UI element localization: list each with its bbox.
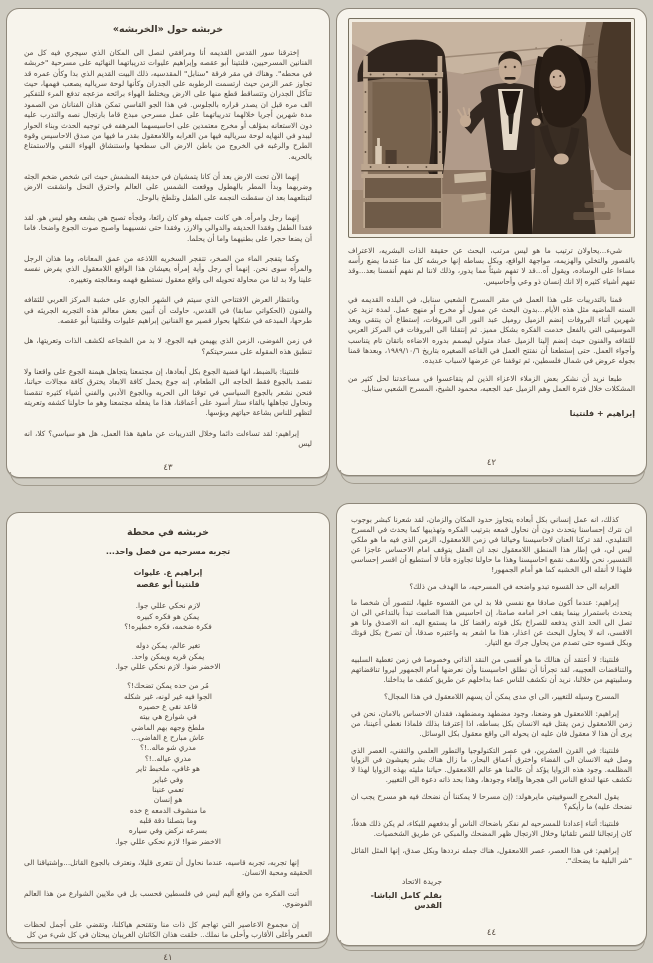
page-number: ٤٤ [486,928,497,938]
play-title: خربشه في محطة [127,527,209,538]
paragraph: الغرابه الى حد القسوه تبدو واضحه في المسرحيه، ما الهدف من ذلك؟ [409,581,619,591]
article-body [348,246,635,403]
page-44 [336,503,647,946]
interview-answer: إبراهيم: لقد تساءلت دائما وخلال التدريبات عن ماهية هذا العمل، هل هو سياسي؟ كلا، انه ليس [24,428,312,449]
poem-line: مدري شو ماله..!؟ [140,743,196,753]
paragraph: فلنتينا: أثناء إعدادنا للمسرحيه لم نفكر باضحاك الناس أو بدفعهم للبكاء، لم يكن ذلك هدفاً، كان إرتجالنا للنص تلقائيا وخلال الارتجال ظهر المضحك والمبكي عن طريق الشخصيات. [351,819,632,838]
stage-photo [348,18,635,238]
paragraph: أتت الفكره من واقع أليم ليس في فلسطين فحسب بل في ملايين الشوارع من هذا العالم الفوضوي. [24,888,312,909]
page-number: ٤١ [163,953,173,963]
paragraph: فلنتينا: لا أعتقد أن هنالك ما هو أقسى من النقد الذاتي وخصوصا في زمن تغطية السلبيه والتناقضات العجيبه، لقد تجرأنا أن نطلق احاسيسنا وأن نعرضها أمام الجمهور ليروا تناقضاتهم وسلبيتهم من خلالنا، نريد أن نكشف للناس عما بداخلهم عن طريق كشف ما بداخلنا. [351,655,632,684]
byline: بقلم كامل الباشا-القدس [370,889,442,910]
poem-line: ملطخ وجهه بهم الماضي [131,722,205,732]
page-42 [336,8,647,476]
poem-line: وما بتصلنا دقة قلبه [139,815,197,825]
paragraph: قمنا بالتدريبات على هذا العمل في مقر المسرح الشعبي سنابل، في البلده القديمه في السنه الماضيه مثل هذه الأيام...بدون البحث عن ممول أو مخرج أو منهج عمل. لمدة تزيد عن شهرين أثناء البروفات إنضم الزميل روميل عبد النور الى البروفات، إستطاع أن ينتقي ويعد الموسيقى التي بالفعل خدمت الفكره بشكل مميز. ثم إنتقلنا الى البروفات في المركز العربي للثقافه والفنون حيث إنضم إلينا الزميل عماد متولي ليصمم بدوره الاضاءه باتقان تام يتناسب وأجواء العمل. حتى إستطعنا أن نفتتح العمل في القاعه الصغيره بتاريخ ١٩٨٩/١٠/٦، وبعدها قمنا بجوله عروض في شمال فلسطين، ثم توقفنا عن عرضها لاسباب عديده. [348,294,635,366]
signature: إبراهيم + فلنتينا [569,408,635,418]
poem-line: لازم نحكي عللي جوا. [135,601,201,611]
newspaper-name: جريدة الاتحاد [401,876,442,886]
page-curl [10,472,328,486]
poem-stanza-1 [24,601,312,632]
page-curl [340,940,645,951]
poem-line: الاخضر ضوا. لازم نحكي عللي جوا. [115,661,221,671]
paragraph: شيء...يحاولان ترتيب ما هو ليس مرتب، البحث عن حقيقة الذات البشريه، الاعتراف بالقصور والتخلي والهزيمه، مواجهة الواقع، وبكل بساطه إنها خربشه كل منا عندما يضع رأسه مساءا على الوساده، ويقول آه...قد لا تفهم شيئاً مما يدور، وذلك لاننا لم نفهم أنفسنا بعد...وقد تفهم أشياء كثيره إلا انك إنسان ذو وعي وأحاسيس. [348,246,635,286]
page-43 [6,8,330,478]
poem-line: تغير عالم، يمكن دوله [135,641,201,651]
author-name: إبراهيم ع. عليوات [133,568,203,577]
poem-line: مُر من حده يمكن تضحك!؟ [127,681,209,691]
page-number: ٤٢ [486,458,497,468]
play-subtitle: تجربه مسرحيه من فصل واحد... [105,547,231,556]
paragraph: إنهما رجل وامرأه. هي كانت جميله وهو كان رائعا، وفجأه تصبح هي بشعه وهو ليس هو. لقد فقدا الطفل وفقدا الحديقه والدوالي والارز، وفقدا حتى نفسيهما واصبح صوت الجوع واضحا. فاما أن يضعا حجرا على بطنيهما واما أن يحلما. [24,213,312,243]
attribution-block [351,877,442,910]
poem-line: عاش مبارح ع الفاضي... [131,733,205,743]
poem-line: هو إنسان [153,795,183,805]
paragraph: يقول المخرج السوفييتي مايرهولد: (إن مسرحا لا يمكننا أن نضحك فيه هو مسرح يجب ان نضحك عليه) ما رأيكم؟ [351,792,632,812]
poem-line: بسرعه نركض وفي سياره [128,826,208,836]
poem-line: وفي غباير [152,774,184,784]
page-title: خربشه حول «الخربشه» [112,24,224,35]
poem-line: يمكن قريه ويمكن واحد. [131,651,205,661]
paragraph: إنهما الآن تحت الارض بعد أن كانا يتمشيان في حديقة المشمش حيث اتى شخص ضخم الجثه وضربهما وبدأ المطر بالهطول ووقعت الشمس على العالم واحترق النحل وانشقت الارض لتبتلعهما بعد ان سقطت النجمه على الطفل وتلطخ بالوحل. [24,171,312,202]
author-name: فلنتينا أبو عقصه [136,580,200,590]
poem-line: تعمي عنينا [152,784,184,794]
poem-line: قاعد نقي ع حصيره [138,702,198,712]
paragraph: المسرح وسيله للتغيير، الى اي مدى يمكن أن يسهم اللامعقول في هذا المجال؟ [383,691,619,701]
paragraph: كذلك، انه عمل إنساني بكل أبعاده يتجاوز حدود المكان والزمان، لقد شعرنا كبشر بوجوب ان نترك إحساسنا يتحدث دون أن نحاول قمعه بترتيب الفكره وتهذيبها كما يحدث في المسرح التقليدي، لقد تركنا العنان لاحاسيسنا وخيالنا في زمن اللامعقول، الزمن الذي فيه ما هو ملكي ليس لي، في إطار هذا المنطق اللامعقول نجد ان العقل يتوقف امام الاحساس عاجزا عن التفسير، نحن وللاسف نقمع احاسيسنا وهذا ما حاولنا تجاوزه فأنا لا أستطيع أن اقسر إحساسي فلهذا لا أنقله الى الخشبه كما هو أمام الجمهور! [351,515,632,574]
article-body [24,48,312,336]
poem-line: ما منشوف الدمعه ع خده [129,805,207,815]
paragraph: إن مجموع الاعاصير التي تهاجم كل ذات منا وتقتحم هياكلنا، وتقضي على أجمل لحظات العمر وأغلى الأقارب وأحلى ما نملك.. خلقت هذان الكائنان الغريبان يبحثان في كل شيء من كل [24,919,312,939]
article-body [351,515,632,873]
paragraph: وكما يتفجر الماء من الصخر، تتفجر السخريه اللاذعه من عمق المعاناه، وما هذان الرجل والمرأه سوى نحن. إنهما أي رجل وأية إمرأه يعيشان هذا الواقع اللامعقول الذي يفرض نفسه علينا ولا بد لنا من محاولة تحويله الى واقع معقول نستطيع فهمه ومعالجته وتغييره. [24,254,312,284]
page-curl [10,937,328,949]
poem-line: هو غافي، ملخبط ثاير [136,764,200,774]
poem-line: في شوارع هي بيته [139,712,197,722]
paragraph: إخترقنا سور القدس القديمه أنا ومرافقي لنصل الى المكان الذي سيجري فيه كل من الفنانين المسرحيين، فلنتينا أبو عقصه وإبراهيم عليوات تدريباتهما النهائيه على مسرحية "خربشه في محطه". وهناك في مقر فرقة "سنابل" المقدسيه، ذلك البيت القديم الذي بدا وكأن عمره قد تجاوز عمر الزمن حيث ارتسمت الرطوبه على الجدران وكأنها لوحة سرياليه يصعب فهمها، حيث تتآكل الجدران وتتساقط قطع منها على الارض ويختلط الهواء برائحه مزعجه تدفع المرء للتفكير الف مره قبل ان يصدر قراره بالجلوس. في هذا الجو القاسي تمكن هذان الفنانان من الصمود مدة شهرين أجريا خلالهما تدريباتهما على عمل مسرحي مبدع قاما بارتجال نصه والتدرب عليه دون الاستعانه بمؤلف أو مخرج معتمدين على احاسيسهما المرهفه في توجيه الحدث وبناء الحوار ليبدو في النهايه لوحة سرياليه فيها من الغرابه واللامعقول بقدر ما فيها من صدق الاحاسيس وقوة الطرح والرغبه في الخروج من باطن الارض الى سطحها واستنشاق الهواء النقي والاستمتاع بالحريه. [24,48,312,161]
paragraph: وبانتظار العرض الافتتاحي الذي سيتم في الشهر الجاري على خشبة المركز العربي للثقافه والفنون (الحكواتي سابقا) في القدس، حاولت أن أتبين بعض معالم هذه التجربه الجريئه في طرحها، المبدعه في شكلها بحوار قصير مع الفنانين إبراهيم عليوات وفلنتينا أبو عقصه. [24,295,312,325]
paragraph: إبراهيم: عندما أكون صادقا مع نفسي فلا بد لي من القسوه عليها، لنتصور أن شخصا ما يتحدث باستمرار بينما يقف اخر امامه صامتا، إن احاسيس هذا الصامت تبدأ بالتداعي الى ان تصل الى الحد الذي يدفعه للصراخ بكل قوته رافضا كل ما يستمع اليه. انه الاصدق وانا هو الاقسى، انه لا يحاول البحث عن اعذار، هذا ما اشعر به واعتبره صدقا، أن تصرخ بكل قوتك وبكل قسوه حتى تصدم من يحاول جرك مع التيار. [351,598,632,648]
interview-answer: فلنتينا: بالضبط، انها قضية الجوع بكل أبعادها، إن مجتمعنا يتجاهل هيمنة الجوع على واقعنا ولا نقصد بالجوع فقط الحاجه الى الطعام، إنه جوع يحمل كافة الابعاد يخترق كافة مجالات حياتنا، فنحن نشعر بالجوع السياسي في توقنا الى الحريه وبالجوع الأدبي والفني أشياء كثيره تنقصنا ونحاول تجاهلها بالقاء ستار أسود على أعماقنا، هذا ما يفعله مجتمعنا وهو ما حاولنا كشفه وتعريته لتظهر للناس بشاعة حياتهم وبؤسها. [24,366,312,418]
stage-photo-illustration [352,22,631,234]
page-curl [340,470,645,484]
paragraph: إنها تجربه، تجربه قاسيه، عندما نحاول أن نتعرى قليلا، ونعترف بالجوع القاتل...وإشتياقنا الى الحقيقه ومحبة الانسان. [24,858,312,878]
poem-line: يمكن هو فكره كبيره [136,611,200,621]
authors [24,567,312,591]
poem-stanza-2 [24,641,312,672]
paragraph: إبراهيم: اللامعقول هو وضعنا، وجود مضطهد ومضطهد، فقدان الاحساس بالامان، نحن في زمن اللامعقول زمن يقتل فيه الانسان بكل بساطه، اذا إعترفنا بذلك فلماذا نغطي أعيننا، من يرى أن هذا لا معقول فان عليه ان يحوله الى واقع معقول بكل الوسائل. [351,708,632,738]
page-41 [6,512,330,963]
page-number: ٤٣ [163,462,173,473]
poem-stanza-3 [24,681,312,847]
poem-line: الجوا فيه غير لونه، غير شكله [124,691,212,701]
paragraph: فلنتينا: في القرن العشرين، في عصر التكنولوجيا والتطور العلمي والتقني، العصر الذي وصل فيه الانسان الى الفضاء واخترق أعماق البحار، ما زال هناك بشر يعيشون في الزوايا المظلمه. وجود هذه الزوايا يؤكد أن عالمنا هو عالم اللامعقول. حياتنا مليئه بهذه الزوايا لهذا لا نكشف عنها لندفع الناس الى هجرها وإلغاء وجودها، وهذا بحد ذاته دعوة الى التغيير. [351,745,632,785]
interview-question: في زمن الفوضى، الزمن الذي يهيمن فيه الجوع، لا بد من الشجاعه لكشف الذات وتعريتها، هل تنطبق هذه المقوله على مسرحيتكم؟ [24,336,312,356]
paragraph: طبعا نريد أن نشكر بعض الزملاء الاعزاء الذين لم يتقاعسوا في مساعدتنا لحل كثير من المشكلات خلال فترة العمل وهم الزميل عبد الجعبه، محمود الشيخ، المسرح الشعبي سنابل. [348,374,635,394]
poem-line: الاخضر ضوا! لازم نحكي عللي جوا. [115,836,221,846]
poem-line: مدري عياله..!؟ [144,753,192,763]
poem-line: فكرة ضخمه، فكره خطيره!؟ [124,621,212,631]
paragraph: إبراهيم: في هذا العصر، عصر اللامعقول، هناك جمله نرددها وبكل صدق، إنها المثل القائل "شر البلية ما يضحك". [351,845,632,865]
